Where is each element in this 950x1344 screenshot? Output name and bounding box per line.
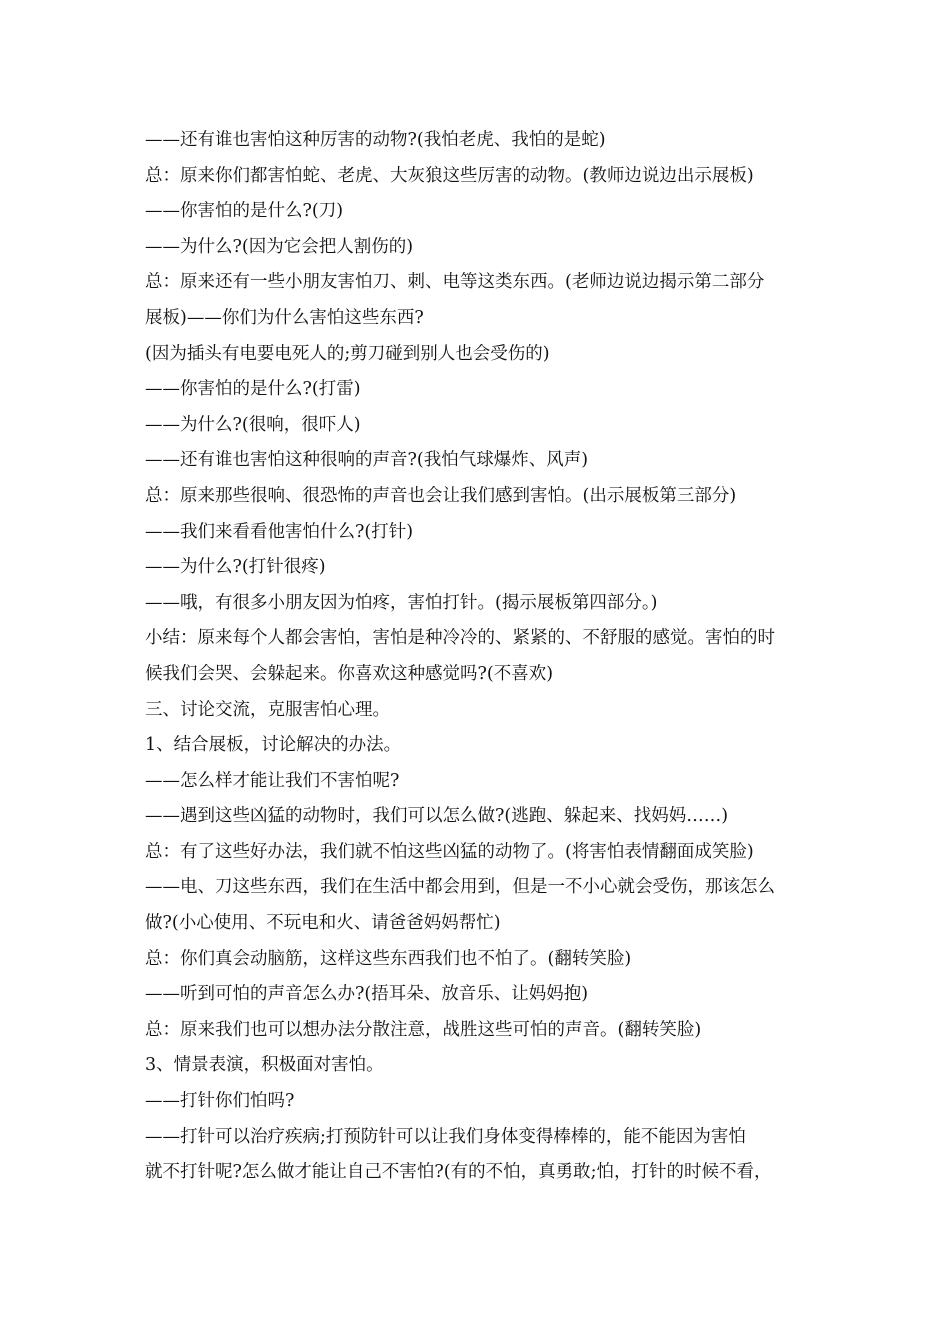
text-line: 1、结合展板，讨论解决的办法。: [145, 735, 402, 756]
text-line: ——哦，有很多小朋友因为怕疼，害怕打针。(揭示展板第四部分。): [145, 592, 658, 613]
text-line: ——为什么?(因为它会把人割伤的): [145, 236, 414, 257]
text-line: ——打针你们怕吗?: [145, 1091, 295, 1112]
document-body: [145, 123, 810, 1191]
section-heading: 三、讨论交流，克服害怕心理。: [145, 699, 390, 720]
text-line: ——为什么?(很响，很吓人): [145, 414, 361, 435]
text-line: 小结：原来每个人都会害怕，害怕是种冷冷的、紧紧的、不舒服的感觉。害怕的时: [145, 628, 775, 649]
text-line: 总：原来那些很响、很恐怖的声音也会让我们感到害怕。(出示展板第三部分): [145, 485, 737, 506]
text-line: 总：原来你们都害怕蛇、老虎、大灰狼这些厉害的动物。(教师边说边出示展板): [145, 165, 754, 186]
text-line: ——我们来看看他害怕什么?(打针): [145, 521, 414, 542]
text-line: ——还有谁也害怕这种很响的声音?(我怕气球爆炸、风声): [145, 450, 589, 471]
text-line: ——你害怕的是什么?(打雷): [145, 379, 361, 400]
text-line: 候我们会哭、会躲起来。你喜欢这种感觉吗?(不喜欢): [145, 663, 554, 684]
text-line: ——为什么?(打针很疼): [145, 557, 326, 578]
text-line: ——打针可以治疗疾病;打预防针可以让我们身体变得棒棒的，能不能因为害怕: [145, 1126, 746, 1147]
text-line: 就不打针呢?怎么做才能让自己不害怕?(有的不怕，真勇敢;怕，打针的时候不看，: [145, 1162, 772, 1183]
text-line: 总：原来还有一些小朋友害怕刀、刺、电等这类东西。(老师边说边揭示第二部分: [145, 272, 765, 293]
text-line: ——听到可怕的声音怎么办?(捂耳朵、放音乐、让妈妈抱): [145, 984, 589, 1005]
text-line: 3、情景表演，积极面对害怕。: [145, 1055, 384, 1076]
text-line: 总：你们真会动脑筋，这样这些东西我们也不怕了。(翻转笑脸): [145, 948, 632, 969]
text-line: 总：原来我们也可以想办法分散注意，战胜这些可怕的声音。(翻转笑脸): [145, 1019, 702, 1040]
text-line: (因为插头有电要电死人的;剪刀碰到别人也会受伤的): [145, 343, 550, 364]
text-line: ——你害怕的是什么?(刀): [145, 201, 344, 222]
text-line: ——遇到这些凶猛的动物时，我们可以怎么做?(逃跑、躲起来、找妈妈……): [145, 806, 729, 827]
text-line: 总：有了这些好办法，我们就不怕这些凶猛的动物了。(将害怕表情翻面成笑脸): [145, 841, 754, 862]
text-line: 展板)——你们为什么害怕这些东西?: [145, 307, 424, 328]
text-line: ——怎么样才能让我们不害怕呢?: [145, 770, 400, 791]
text-line: ——电、刀这些东西，我们在生活中都会用到，但是一不小心就会受伤，那该怎么: [145, 877, 775, 898]
text-line: ——还有谁也害怕这种厉害的动物?(我怕老虎、我怕的是蛇): [145, 130, 606, 150]
text-line: 做?(小心使用、不玩电和火、请爸爸妈妈帮忙): [145, 913, 501, 934]
